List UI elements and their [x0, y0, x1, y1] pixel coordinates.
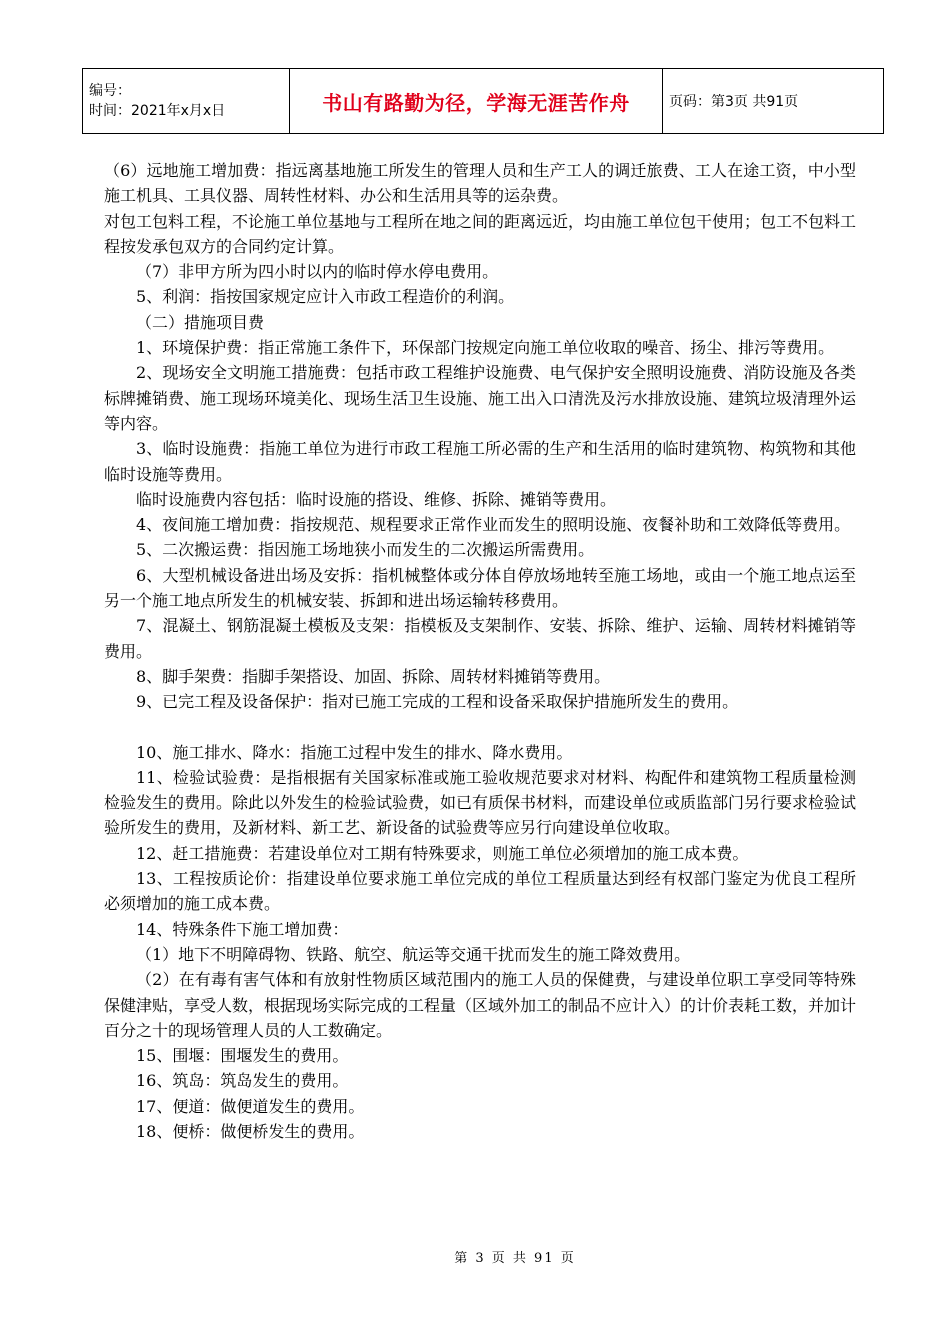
paragraph: 13、工程按质论价：指建设单位要求施工单位完成的单位工程质量达到经有权部门鉴定为优良工程所必须增加的施工成本费。 — [104, 869, 856, 914]
paragraph: （1）地下不明障碍物、铁路、航空、航运等交通干扰而发生的施工降效费用。 — [136, 944, 691, 964]
paragraph: 4、夜间施工增加费：指按规范、规程要求正常作业而发生的照明设施、夜餐补助和工效降低等费用。 — [136, 515, 851, 535]
paragraph: 14、特殊条件下施工增加费： — [136, 919, 349, 939]
paragraph: 6、大型机械设备进出场及安拆：指机械整体或分体自停放场地转至施工场地，或由一个施工地点运至另一个施工地点所发生的机械安装、拆卸和进出场运输转移费用。 — [104, 565, 856, 611]
paragraph: 18、便桥：做便桥发生的费用。 — [136, 1121, 365, 1141]
document-number-label: 编号： — [89, 83, 131, 99]
header-page-cell — [663, 69, 884, 134]
paragraph: 12、赶工措施费：若建设单位对工期有特殊要求，则施工单位必须增加的施工成本费。 — [136, 843, 749, 863]
header-page-label: 页码：第3页 共91页 — [669, 94, 799, 110]
document-body — [104, 158, 856, 1144]
footer-page-number: 第 3 页 共 91 页 — [454, 1251, 576, 1266]
document-date-label: 时间：2021年x月x日 — [89, 103, 226, 119]
paragraph: （2）在有毒有害气体和有放射性物质区域范围内的施工人员的保健费，与建设单位职工享受同等特殊保健津贴，享受人数，根据现场实际完成的工程量（区域外加工的制品不应计入）的计价表耗工数，并加计百分之十的现场管理人员的人工数确定。 — [104, 970, 857, 1040]
document-header — [82, 68, 884, 134]
paragraph: （6）远地施工增加费：指远离基地施工所发生的管理人员和生产工人的调迁旅费、工人在途工资，中小型施工机具、工具仪器、周转性材料、办公和生活用具等的运杂费。 — [104, 161, 856, 206]
paragraph: （二）措施项目费 — [136, 312, 265, 332]
paragraph: 10、施工排水、降水：指施工过程中发生的排水、降水费用。 — [136, 742, 573, 762]
paragraph: 9、已完工程及设备保护：指对已施工完成的工程和设备采取保护措施所发生的费用。 — [136, 692, 739, 712]
header-meta-cell — [83, 69, 290, 134]
page-footer — [0, 1247, 950, 1266]
paragraph: 7、混凝土、钢筋混凝土模板及支架：指模板及支架制作、安装、拆除、维护、运输、周转材料摊销等费用。 — [104, 616, 856, 661]
paragraph: （7）非甲方所为四小时以内的临时停水停电费用。 — [136, 262, 499, 282]
paragraph: 8、脚手架费：指脚手架搭设、加固、拆除、周转材料摊销等费用。 — [136, 666, 611, 686]
paragraph: 3、临时设施费：指施工单位为进行市政工程施工所必需的生产和生活用的临时建筑物、构筑物和其他临时设施等费用。 — [104, 439, 856, 484]
paragraph: 15、围堰：围堰发生的费用。 — [136, 1046, 349, 1066]
paragraph: 16、筑岛：筑岛发生的费用。 — [136, 1071, 349, 1091]
paragraph: 17、便道：做便道发生的费用。 — [136, 1096, 365, 1116]
paragraph: 11、检验试验费：是指根据有关国家标准或施工验收规范要求对材料、构配件和建筑物工程质量检测检验发生的费用。除此以外发生的检验试验费，如已有质保书材料，而建设单位或质监部门另行要求检验试验所发生的费用，及新材料、新工艺、新设备的试验费等应另行向建设单位收取。 — [104, 767, 857, 838]
paragraph: 2、现场安全文明施工措施费：包括市政工程维护设施费、电气保护安全照明设施费、消防设施及各类标牌摊销费、施工现场环境美化、现场生活卫生设施、施工出入口清洗及污水排放设施、建筑垃圾清理外运等内容。 — [104, 363, 857, 433]
header-motto-cell — [290, 69, 663, 134]
header-motto: 书山有路勤为径，学海无涯苦作舟 — [322, 90, 630, 115]
paragraph: 5、二次搬运费：指因施工场地狭小而发生的二次搬运所需费用。 — [136, 540, 595, 560]
paragraph: 1、环境保护费：指正常施工条件下，环保部门按规定向施工单位收取的噪音、扬尘、排污等费用。 — [136, 338, 835, 358]
paragraph: 对包工包料工程，不论施工单位基地与工程所在地之间的距离远近，均由施工单位包干使用；包工不包料工程按发承包双方的合同约定计算。 — [104, 211, 857, 256]
paragraph: 临时设施费内容包括：临时设施的搭设、维修、拆除、摊销等费用。 — [136, 489, 617, 509]
paragraph: 5、利润：指按国家规定应计入市政工程造价的利润。 — [136, 287, 515, 307]
